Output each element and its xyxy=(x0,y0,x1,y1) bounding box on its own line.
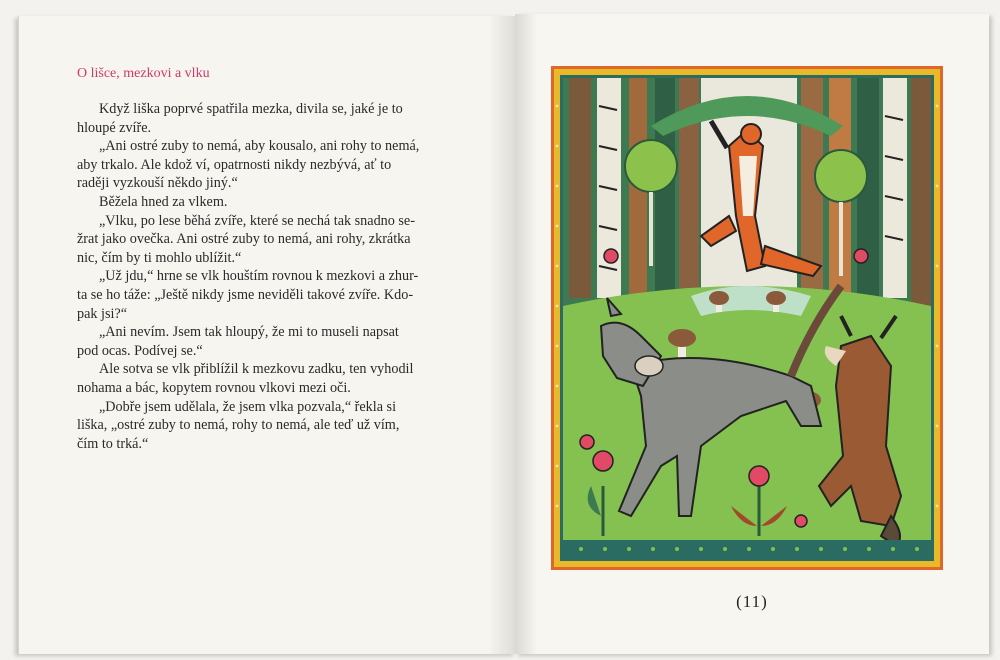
story-line: „Dobře jsem udělala, že jsem vlka pozvala,“ řekla si xyxy=(99,398,397,415)
story-text xyxy=(77,100,477,453)
story-line: ta se ho táže: „Ještě nikdy jsme neviděli takové zvíře. Kdo- xyxy=(77,286,414,303)
bottom-band-dots xyxy=(579,547,919,551)
story-line: Když liška poprvé spatřila mezka, divila se, jaké je to xyxy=(99,101,403,117)
page-number: (11) xyxy=(736,592,768,611)
story-line: čím to trká.“ xyxy=(77,435,149,452)
story-line: hloupé zvíře. xyxy=(77,119,152,136)
story-title: O lišce, mezkovi a vlku xyxy=(77,66,210,81)
story-line: „Ani nevím. Jsem tak hloupý, že mi to museli napsat xyxy=(99,324,399,341)
left-page xyxy=(18,16,516,654)
story-line: nohama a bác, kopytem rovnou vlkovi mezi oči. xyxy=(77,379,351,396)
story-line: Běžela hned za vlkem. xyxy=(99,193,228,210)
story-line: Ale sotva se vlk přiblížil k mezkovu zadku, ten vyhodil xyxy=(99,361,414,378)
story-line: nic, čím by ti mohlo ublížit.“ xyxy=(77,249,242,266)
story-line: pod ocas. Podívej se.“ xyxy=(77,342,203,359)
story-line: aby trkalo. Ale kdož ví, opatrnosti nikdy nezbývá, ať to xyxy=(77,156,392,173)
right-page xyxy=(515,14,989,654)
story-line: liška, „ostré zuby to nemá, rohy to nemá, ale teď už vím, xyxy=(77,417,400,434)
story-line: „Vlku, po lese běhá zvíře, které se nechá tak snadno se- xyxy=(99,212,415,229)
story-line: žrat jako ovečka. Ani ostré zuby to nemá, ani rohy, zkrátka xyxy=(77,231,411,248)
story-line: pak jsi?“ xyxy=(77,305,128,322)
fox-mule-wolf-illustration xyxy=(551,66,943,570)
story-line: raději vyzkouší někdo jiný.“ xyxy=(77,175,238,192)
story-line: „Už jdu,“ hrne se vlk houštím rovnou k mezkovi a zhur- xyxy=(99,268,419,285)
story-line: „Ani ostré zuby to nemá, aby kousalo, ani rohy to nemá, xyxy=(99,138,420,155)
open-book xyxy=(12,10,992,656)
